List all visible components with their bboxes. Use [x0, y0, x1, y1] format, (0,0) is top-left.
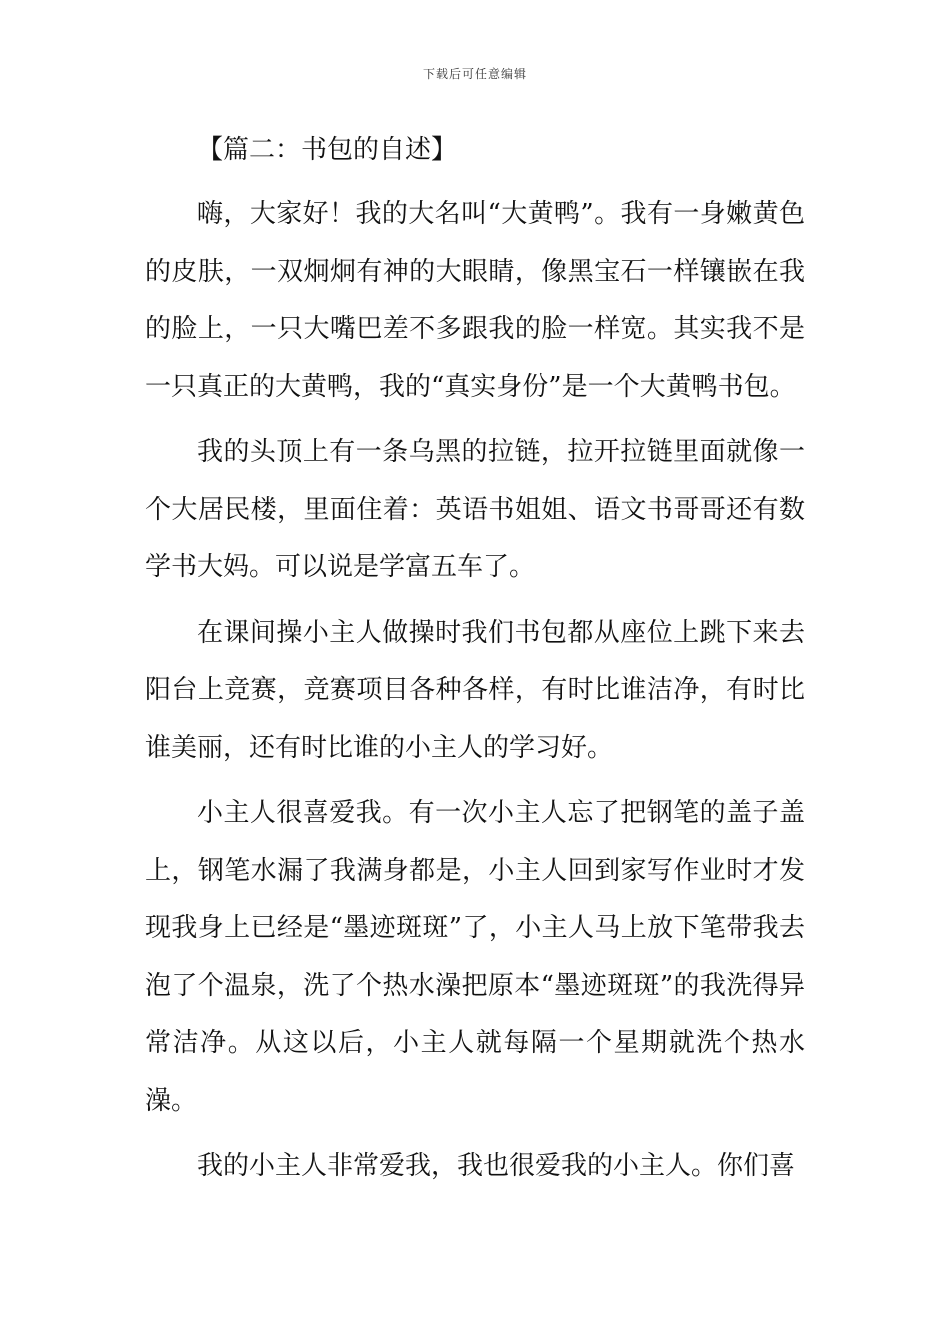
page-header: 下载后可任意编辑 [422, 67, 527, 81]
document-body [145, 186, 805, 1204]
paragraph-4: 小主人很喜爱我。有一次小主人忘了把钢笔的盖子盖上，钢笔水漏了我满身都是，小主人回到家写作业时才发现我身上已经是“墨迹斑斑”了，小主人马上放下笔带我去泡了个温泉，洗了个热水澡把原本“墨迹斑斑”的我洗得异常洁净。从这以后，小主人就每隔一个星期就洗个热水澡。 [145, 798, 805, 1116]
paragraph-3: 在课间操小主人做操时我们书包都从座位上跳下来去阳台上竞赛，竞赛项目各种各样，有时比谁洁净，有时比谁美丽，还有时比谁的小主人的学习好。 [145, 617, 805, 763]
document-title: 【篇二：书包的自述】 [197, 135, 458, 165]
paragraph-1: 嗨，大家好！我的大名叫“大黄鸭”。我有一身嫩黄色的皮肤，一双炯炯有神的大眼睛，像黑宝石一样镶嵌在我的脸上，一只大嘴巴差不多跟我的脸一样宽。其实我不是一只真正的大黄鸭，我的“真实身份”是一个大黄鸭书包。 [145, 199, 805, 402]
paragraph-5: 我的小主人非常爱我，我也很爱我的小主人。你们喜 [197, 1151, 796, 1181]
paragraph-2: 我的头顶上有一条乌黑的拉链，拉开拉链里面就像一个大居民楼，里面住着：英语书姐姐、语文书哥哥还有数学书大妈。可以说是学富五车了。 [145, 437, 805, 582]
